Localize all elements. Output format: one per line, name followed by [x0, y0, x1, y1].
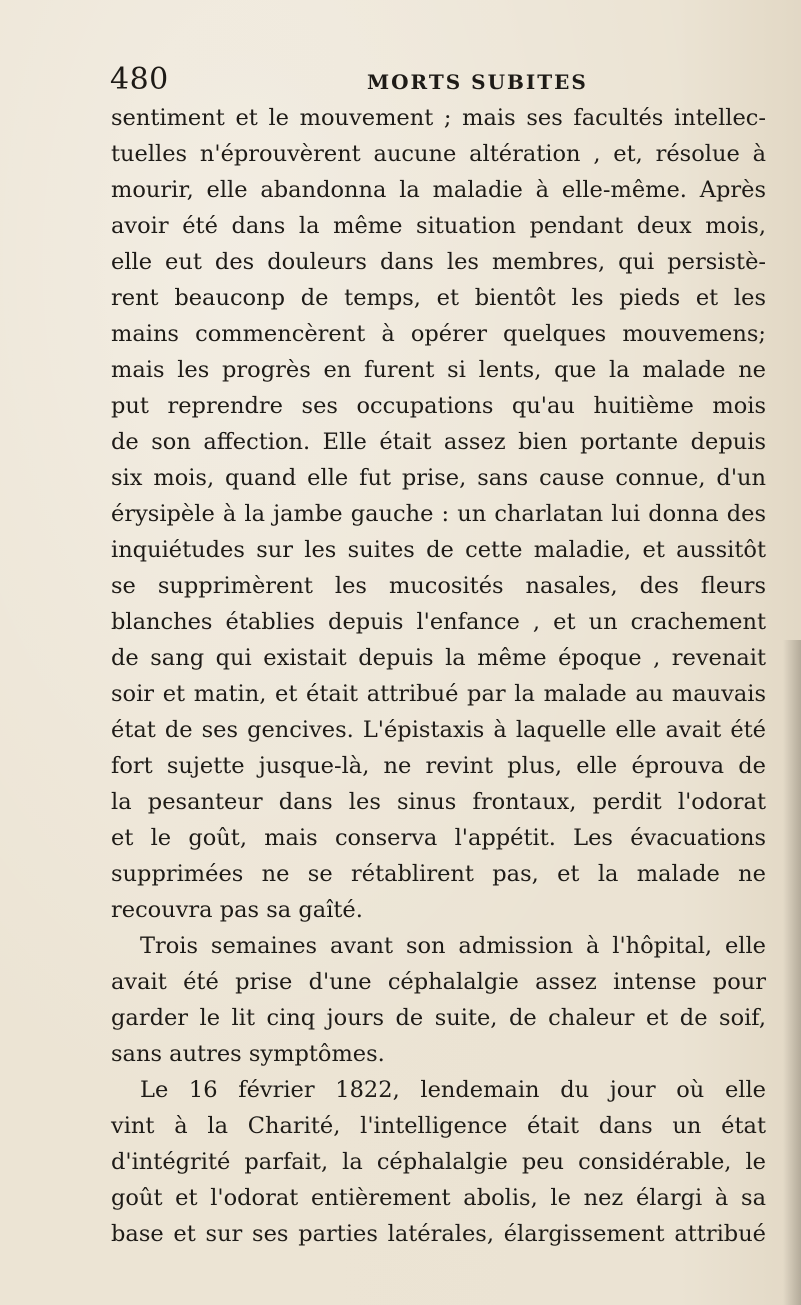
- text-line: Trois semaines avant son admission à l'hôpital, elle: [140, 933, 766, 959]
- text-line: base et sur ses parties latérales, élargissement attribué: [111, 1221, 766, 1247]
- text-line: rent beauconp de temps, et bientôt les pieds et les: [111, 285, 766, 311]
- text-line: goût et l'odorat entièrement abolis, le nez élargi à sa: [111, 1185, 766, 1211]
- text-line: sentiment et le mouvement ; mais ses facultés intellec-: [111, 105, 766, 131]
- text-line: garder le lit cinq jours de suite, de chaleur et de soif,: [111, 1005, 766, 1031]
- text-line: sans autres symptômes.: [111, 1041, 385, 1067]
- text-line: supprimées ne se rétablirent pas, et la malade ne: [111, 861, 766, 887]
- text-line: tuelles n'éprouvèrent aucune altération , et, résolue à: [111, 141, 766, 167]
- text-line: avait été prise d'une céphalalgie assez intense pour: [111, 969, 766, 995]
- text-line: état de ses gencives. L'épistaxis à laquelle elle avait été: [111, 717, 766, 743]
- text-line: de sang qui existait depuis la même époque , revenait: [111, 645, 766, 671]
- text-line: six mois, quand elle fut prise, sans cause connue, d'un: [111, 465, 766, 491]
- page-header: [110, 62, 760, 102]
- text-line: elle eut des douleurs dans les membres, qui persistè-: [111, 249, 766, 275]
- text-line: mourir, elle abandonna la maladie à elle-même. Après: [111, 177, 766, 203]
- text-line: recouvra pas sa gaîté.: [111, 897, 363, 923]
- text-line: d'intégrité parfait, la céphalalgie peu considérable, le: [111, 1149, 766, 1175]
- text-line: fort sujette jusque-là, ne revint plus, elle éprouva de: [111, 753, 766, 779]
- body-text: [111, 100, 766, 1252]
- text-line: vint à la Charité, l'intelligence était dans un état: [111, 1113, 766, 1139]
- text-line: blanches établies depuis l'enfance , et un crachement: [111, 609, 766, 635]
- text-line: mains commencèrent à opérer quelques mouvemens;: [111, 321, 766, 347]
- text-line: la pesanteur dans les sinus frontaux, perdit l'odorat: [111, 789, 766, 815]
- text-line: de son affection. Elle était assez bien portante depuis: [111, 429, 766, 455]
- text-line: Le 16 février 1822, lendemain du jour où elle: [140, 1077, 766, 1103]
- text-line: érysipèle à la jambe gauche : un charlatan lui donna des: [111, 501, 766, 527]
- text-line: inquiétudes sur les suites de cette maladie, et aussitôt: [111, 537, 766, 563]
- page-number: 480: [110, 62, 169, 97]
- text-line: et le goût, mais conserva l'appétit. Les évacuations: [111, 825, 766, 851]
- text-line: se supprimèrent les mucosités nasales, des fleurs: [111, 573, 766, 599]
- text-line: mais les progrès en furent si lents, que la malade ne: [111, 357, 766, 383]
- running-title: MORTS SUBITES: [367, 70, 588, 94]
- text-line: put reprendre ses occupations qu'au huitième mois: [111, 393, 766, 419]
- text-line: soir et matin, et était attribué par la malade au mauvais: [111, 681, 766, 707]
- page-edge-shadow: [783, 640, 801, 1305]
- text-line: avoir été dans la même situation pendant deux mois,: [111, 213, 766, 239]
